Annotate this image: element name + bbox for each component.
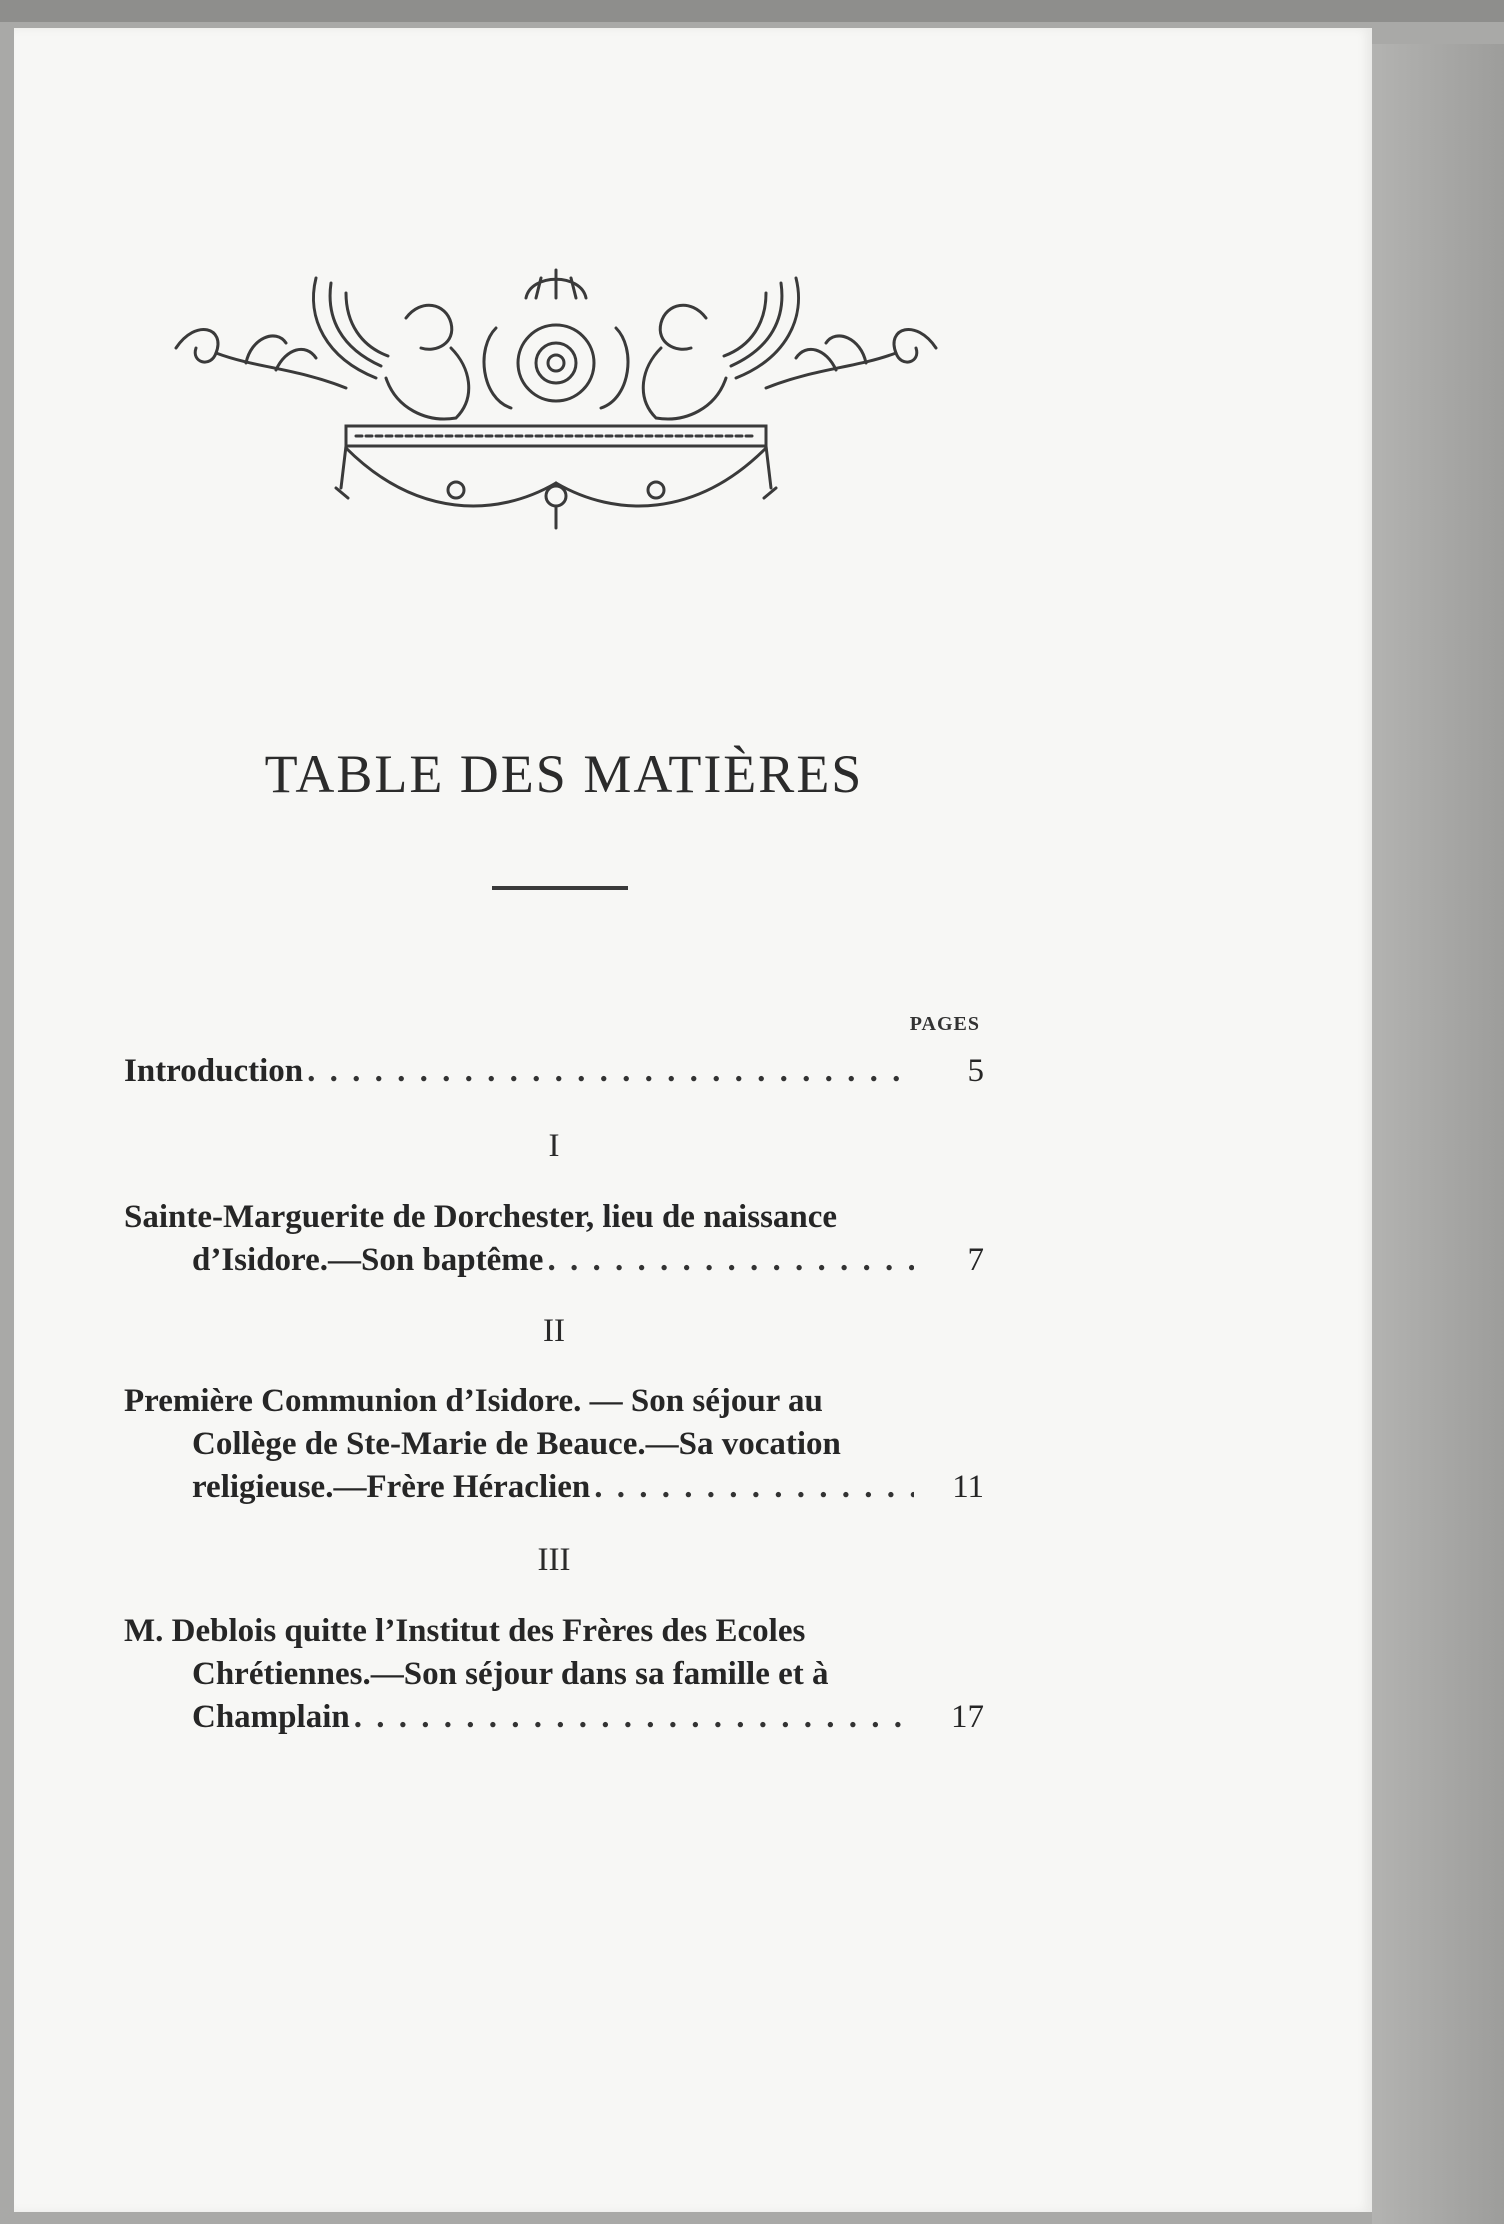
page-title: TABLE DES MATIÈRES <box>264 744 864 804</box>
scan-top-edge <box>0 0 1504 22</box>
toc-entry-chapter-3 <box>124 1610 984 1739</box>
leader-dots <box>547 1239 914 1282</box>
pages-column-header: PAGES <box>909 1013 980 1035</box>
toc-entry-text: Collège de Ste-Marie de Beauce.—Sa vocation <box>192 1426 841 1462</box>
toc-page-number: 7 <box>967 1242 984 1278</box>
toc-page-number: 11 <box>952 1469 984 1505</box>
leader-dots <box>594 1466 914 1509</box>
toc-entry-text: Champlain <box>192 1699 350 1735</box>
toc-entry-chapter-2 <box>124 1380 984 1509</box>
toc-entry-text: d’Isidore.—Son baptême <box>192 1242 544 1278</box>
title-divider <box>492 886 628 890</box>
toc-entry-text: Introduction <box>124 1053 304 1089</box>
leader-dots <box>354 1696 914 1739</box>
toc-entry-introduction <box>124 1050 984 1093</box>
scan-right-edge <box>1372 44 1504 2224</box>
toc-page-number: 17 <box>951 1699 984 1735</box>
toc-entry-text: Première Communion d’Isidore. — Son séjour au <box>124 1383 823 1419</box>
chapter-numeral: I <box>548 1128 560 1164</box>
toc-entry-chapter-1 <box>124 1196 984 1282</box>
toc-page-number: 5 <box>967 1053 984 1089</box>
griffin-ornament-icon <box>156 258 956 558</box>
toc-entry-text: Sainte-Marguerite de Dorchester, lieu de naissance <box>124 1199 838 1235</box>
chapter-numeral: III <box>537 1542 571 1578</box>
toc-entry-text: religieuse.—Frère Héraclien <box>192 1469 591 1505</box>
book-page <box>14 28 1372 2212</box>
chapter-numeral: II <box>543 1313 565 1349</box>
toc-entry-text: Chrétiennes.—Son séjour dans sa famille et à <box>192 1656 829 1692</box>
toc-entry-text: M. Deblois quitte l’Institut des Frères des Ecoles <box>124 1613 806 1649</box>
leader-dots <box>307 1050 914 1093</box>
